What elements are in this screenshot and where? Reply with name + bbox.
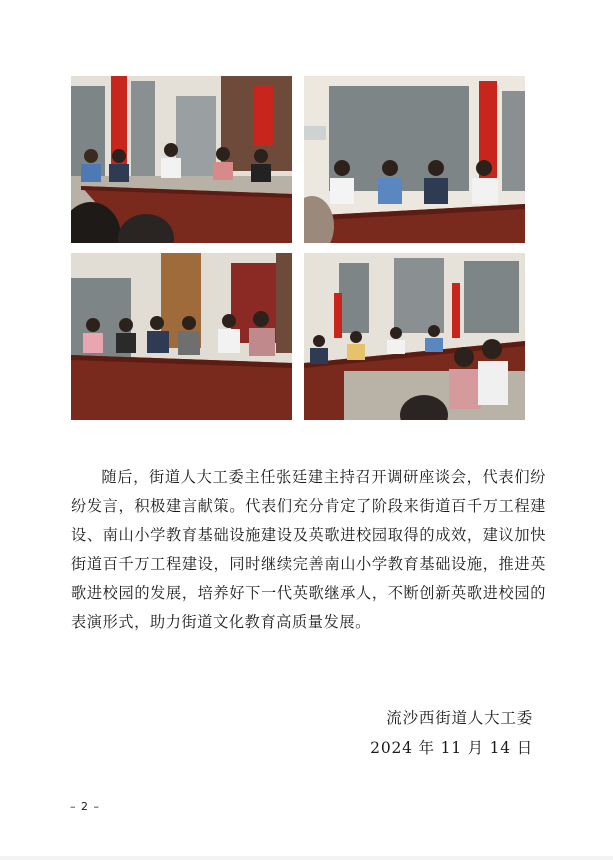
meeting-photo-2 xyxy=(304,76,525,243)
meeting-photo-3 xyxy=(71,253,292,420)
page-number: – 2 – xyxy=(70,800,100,813)
signature-date: 2024 年 11 月 14 日 xyxy=(370,739,533,757)
body-paragraph: 随后，街道人大工委主任张廷建主持召开调研座谈会，代表们纷纷发言，积极建言献策。代表们充分肯定了阶段来街道百千万工程建设、南山小学教育基础设施建设及英歌进校园取得的成效，建议加快街道百千万工程建设，同时继续完善南山小学教育基础设施，推进英歌进校园的发展，培养好下一代英歌继承人，不断创新英歌进校园的表演形式，助力街道文化教育高质量发展。 xyxy=(71,468,546,631)
meeting-photo-1 xyxy=(71,76,292,243)
signature-organization: 流沙西街道人大工委 xyxy=(386,709,533,727)
page-edge xyxy=(0,856,613,860)
meeting-photo-4 xyxy=(304,253,525,420)
signature-block xyxy=(370,703,533,763)
